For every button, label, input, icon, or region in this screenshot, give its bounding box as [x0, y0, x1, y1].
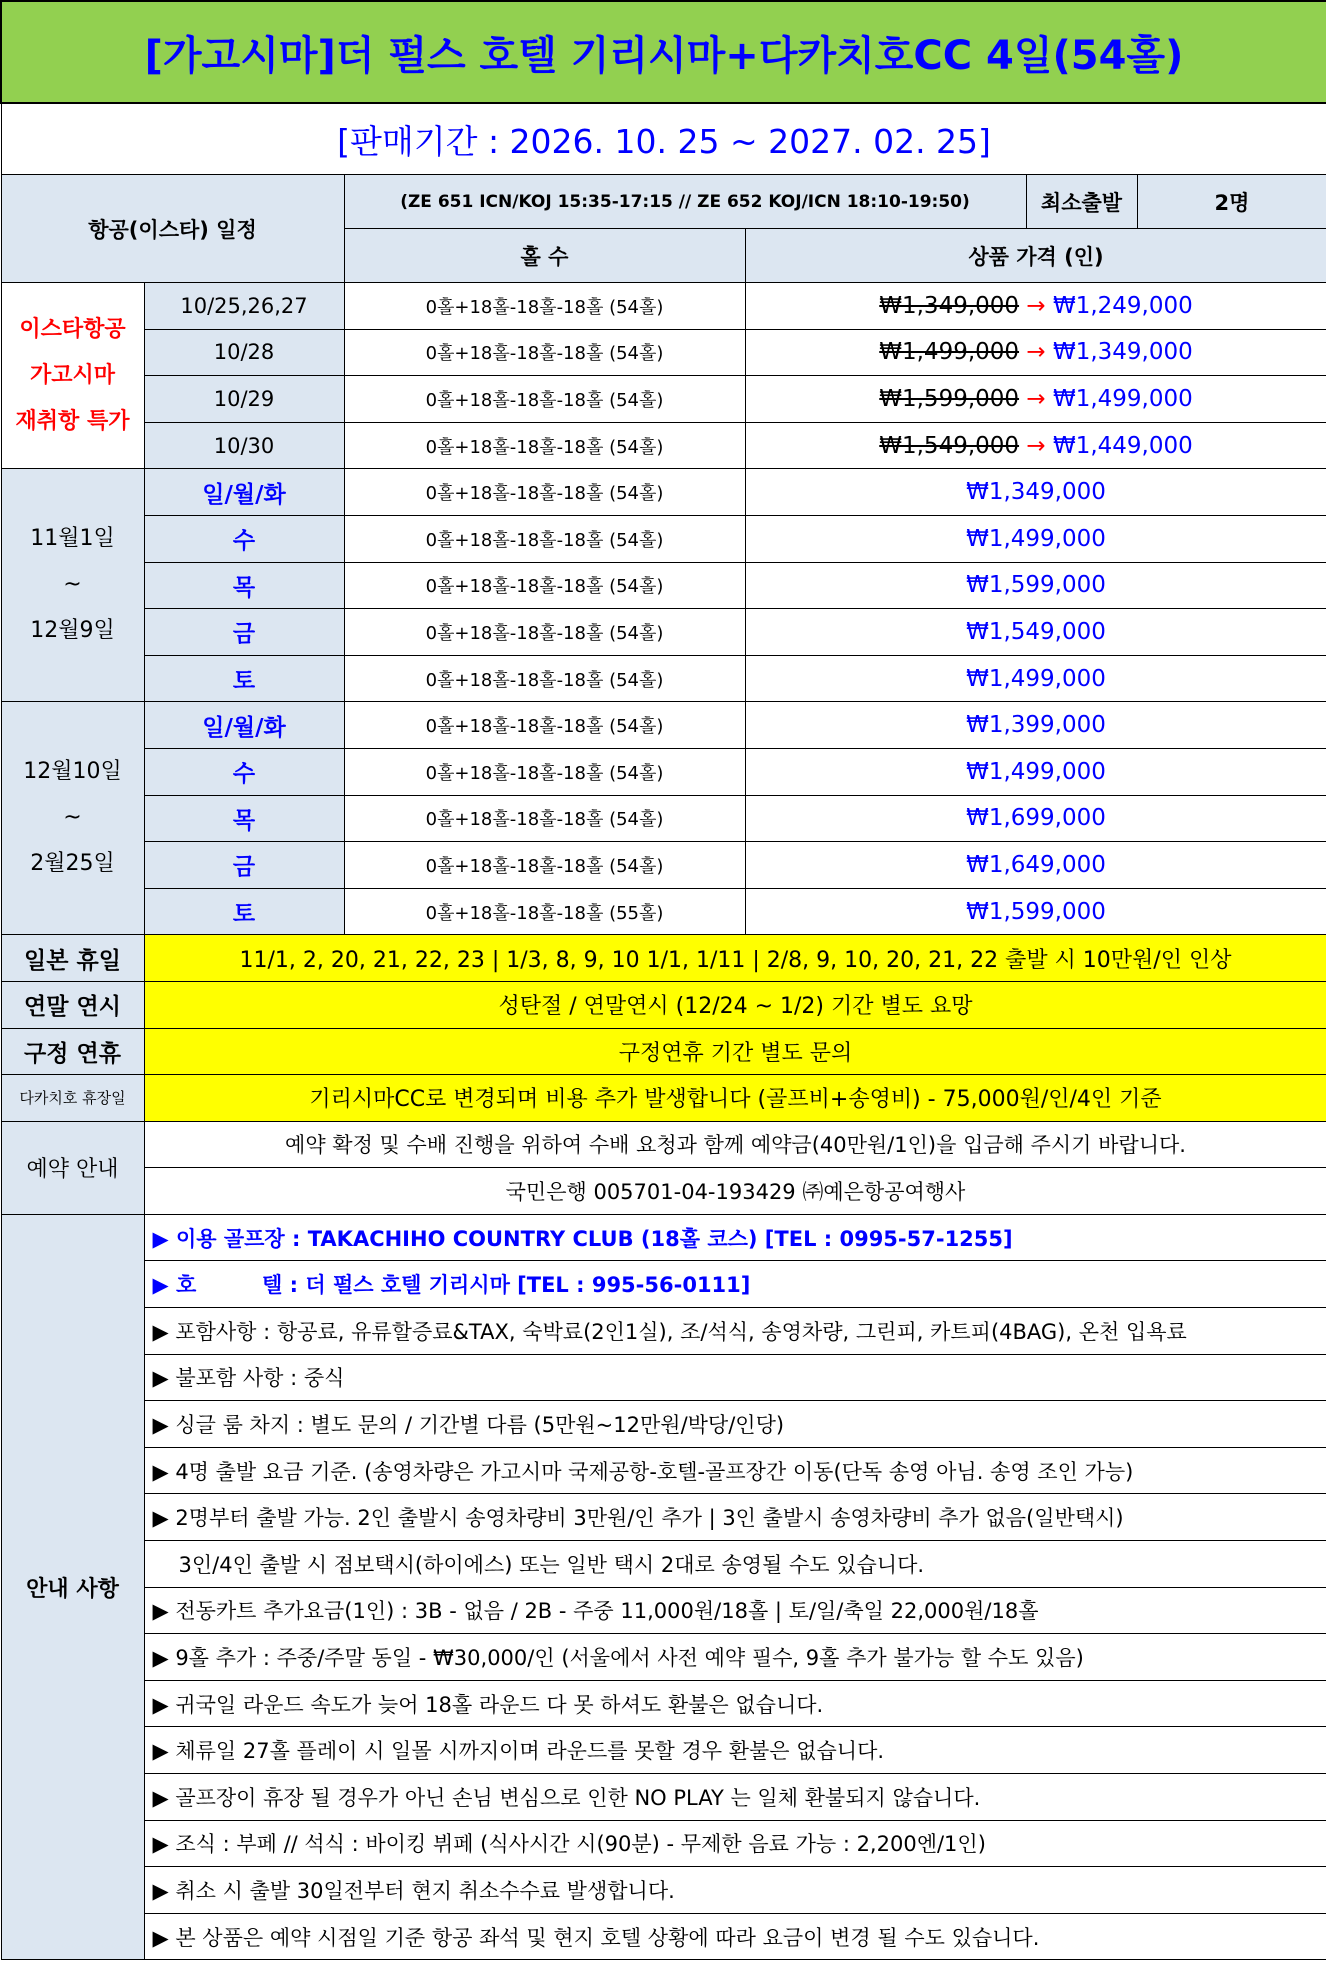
sales-period: [판매기간 : 2026. 10. 25 ~ 2027. 02. 25] [1, 103, 1326, 175]
table-row [1, 329, 1326, 376]
holes-cell: 0홀+18홀-18홀-18홀 (54홀) [344, 422, 745, 469]
note-item: ▶ 체류일 27홀 플레이 시 일몰 시까지이며 라운드를 못할 경우 환불은 없습니다. [144, 1727, 1326, 1774]
period-2-label: 12월10일 ~ 2월25일 [1, 702, 144, 935]
note-row [1, 1867, 1326, 1914]
period-1-label: 11월1일 ~ 12월9일 [1, 469, 144, 702]
note-row [1, 1354, 1326, 1401]
note-row [1, 1913, 1326, 1960]
holiday-text: 구정연휴 기간 별도 문의 [144, 1028, 1326, 1075]
table-row [1, 422, 1326, 469]
holiday-label: 일본 휴일 [1, 935, 144, 982]
price-cell: ₩1,349,000 [745, 469, 1326, 516]
note-item: ▶ 취소 시 출발 30일전부터 현지 취소수수료 발생합니다. [144, 1867, 1326, 1914]
price-cell: ₩1,499,000 [745, 655, 1326, 702]
table-row [1, 376, 1326, 423]
min-departure-label: 최소출발 [1026, 175, 1137, 229]
table-row [1, 748, 1326, 795]
note-item: ▶ 전동카트 추가요금(1인) : 3B - 없음 / 2B - 주중 11,000원/18홀 | 토/일/축일 22,000원/18홀 [144, 1587, 1326, 1634]
arrow-icon: → [1026, 292, 1046, 319]
old-price: ₩1,549,000 [879, 432, 1020, 459]
weekday-cell: 금 [144, 842, 344, 889]
new-price: ₩1,349,000 [1052, 339, 1193, 366]
weekday-cell: 토 [144, 888, 344, 935]
reservation-label: 예약 안내 [1, 1121, 144, 1214]
note-item: ▶ 9홀 추가 : 주중/주말 동일 - ₩30,000/인 (서울에서 사전 예약 필수, 9홀 추가 불가능 할 수도 있음) [144, 1634, 1326, 1681]
note-row [1, 1401, 1326, 1448]
table-row [1, 888, 1326, 935]
note-row [1, 1727, 1326, 1774]
weekday-cell: 일/월/화 [144, 469, 344, 516]
arrow-icon: → [1026, 339, 1046, 366]
note-item: ▶ 싱글 룸 차지 : 별도 문의 / 기간별 다름 (5만원~12만원/박당/인당) [144, 1401, 1326, 1448]
note-row [1, 1494, 1326, 1541]
price-header: 상품 가격 (인) [745, 229, 1326, 283]
price-cell [745, 376, 1326, 423]
note-item: ▶ 포함사항 : 항공료, 유류할증료&TAX, 숙박료(2인1실), 조/석식, 송영차량, 그린피, 카트피(4BAG), 온천 입욕료 [144, 1308, 1326, 1355]
price-cell: ₩1,699,000 [745, 795, 1326, 842]
weekday-cell: 목 [144, 795, 344, 842]
note-item: ▶ 4명 출발 요금 기준. (송영차량은 가고시마 국제공항-호텔-골프장간 이동(단독 송영 아님. 송영 조인 가능) [144, 1447, 1326, 1494]
holes-cell: 0홀+18홀-18홀-18홀 (54홀) [344, 562, 745, 609]
reservation-text: 예약 확정 및 수배 진행을 위하여 수배 요청과 함께 예약금(40만원/1인)을 입금해 주시기 바랍니다. [144, 1121, 1326, 1168]
holiday-label: 연말 연시 [1, 981, 144, 1028]
table-row [1, 515, 1326, 562]
price-cell: ₩1,399,000 [745, 702, 1326, 749]
table-row [1, 283, 1326, 330]
note-row [1, 1214, 1326, 1261]
weekday-cell: 목 [144, 562, 344, 609]
schedule-header: 항공(이스타) 일정 [1, 175, 344, 283]
departure-date: 10/29 [144, 376, 344, 423]
table-row [1, 655, 1326, 702]
note-row [1, 1447, 1326, 1494]
holiday-row [1, 981, 1326, 1028]
holiday-text: 성탄절 / 연말연시 (12/24 ~ 1/2) 기간 별도 요망 [144, 981, 1326, 1028]
holes-cell: 0홀+18홀-18홀-18홀 (54홀) [344, 329, 745, 376]
notes-label: 안내 사항 [1, 1214, 144, 1960]
page-title: [가고시마]더 펄스 호텔 기리시마+다카치호CC 4일(54홀) [1, 1, 1326, 103]
arrow-icon: → [1026, 385, 1046, 412]
note-row [1, 1261, 1326, 1308]
note-row [1, 1587, 1326, 1634]
holes-cell: 0홀+18홀-18홀-18홀 (54홀) [344, 376, 745, 423]
old-price: ₩1,599,000 [879, 385, 1020, 412]
holes-cell: 0홀+18홀-18홀-18홀 (54홀) [344, 469, 745, 516]
weekday-cell: 일/월/화 [144, 702, 344, 749]
reservation-row [1, 1168, 1326, 1215]
holes-cell: 0홀+18홀-18홀-18홀 (54홀) [344, 748, 745, 795]
note-item: ▶ 호 텔 : 더 펄스 호텔 기리시마 [TEL : 995-56-0111] [144, 1261, 1326, 1308]
holiday-row [1, 1075, 1326, 1122]
holes-cell: 0홀+18홀-18홀-18홀 (54홀) [344, 702, 745, 749]
table-row [1, 562, 1326, 609]
holes-cell: 0홀+18홀-18홀-18홀 (54홀) [344, 283, 745, 330]
note-row [1, 1308, 1326, 1355]
holes-cell: 0홀+18홀-18홀-18홀 (54홀) [344, 795, 745, 842]
weekday-cell: 토 [144, 655, 344, 702]
special-fare-label: 이스타항공 가고시마 재취항 특가 [1, 283, 144, 469]
holes-header: 홀 수 [344, 229, 745, 283]
new-price: ₩1,449,000 [1052, 432, 1193, 459]
price-cell: ₩1,599,000 [745, 888, 1326, 935]
table-row [1, 842, 1326, 889]
note-row [1, 1680, 1326, 1727]
flight-info: (ZE 651 ICN/KOJ 15:35-17:15 // ZE 652 KOJ/ICN 18:10-19:50) [344, 175, 1026, 229]
note-item: ▶ 불포함 사항 : 중식 [144, 1354, 1326, 1401]
note-item: ▶ 본 상품은 예약 시점일 기준 항공 좌석 및 현지 호텔 상황에 따라 요금이 변경 될 수도 있습니다. [144, 1913, 1326, 1960]
arrow-icon: → [1026, 432, 1046, 459]
price-cell [745, 329, 1326, 376]
departure-date: 10/28 [144, 329, 344, 376]
reservation-row [1, 1121, 1326, 1168]
holiday-label: 다카치호 휴장일 [1, 1075, 144, 1122]
holiday-label: 구정 연휴 [1, 1028, 144, 1075]
price-cell: ₩1,649,000 [745, 842, 1326, 889]
holiday-row [1, 1028, 1326, 1075]
holiday-text: 11/1, 2, 20, 21, 22, 23 | 1/3, 8, 9, 10 1/1, 1/11 | 2/8, 9, 10, 20, 21, 22 출발 시 10만원/인 인상 [144, 935, 1326, 982]
note-item: ▶ 조식 : 부페 // 석식 : 바이킹 뷔페 (식사시간 시(90분) - 무제한 음료 가능 : 2,200엔/1인) [144, 1820, 1326, 1867]
holiday-text: 기리시마CC로 변경되며 비용 추가 발생합니다 (골프비+송영비) - 75,000원/인/4인 기준 [144, 1075, 1326, 1122]
holes-cell: 0홀+18홀-18홀-18홀 (54홀) [344, 609, 745, 656]
note-row [1, 1634, 1326, 1681]
new-price: ₩1,499,000 [1052, 385, 1193, 412]
price-cell [745, 422, 1326, 469]
holes-cell: 0홀+18홀-18홀-18홀 (54홀) [344, 515, 745, 562]
note-row [1, 1541, 1326, 1588]
holiday-row [1, 935, 1326, 982]
holes-cell: 0홀+18홀-18홀-18홀 (55홀) [344, 888, 745, 935]
note-item: ▶ 이용 골프장 : TAKACHIHO COUNTRY CLUB (18홀 코스) [TEL : 0995-57-1255] [144, 1214, 1326, 1261]
weekday-cell: 금 [144, 609, 344, 656]
weekday-cell: 수 [144, 515, 344, 562]
new-price: ₩1,249,000 [1052, 292, 1193, 319]
bank-account: 국민은행 005701-04-193429 ㈜예은항공여행사 [144, 1168, 1326, 1215]
weekday-cell: 수 [144, 748, 344, 795]
note-item: 3인/4인 출발 시 점보택시(하이에스) 또는 일반 택시 2대로 송영될 수도 있습니다. [144, 1541, 1326, 1588]
holes-cell: 0홀+18홀-18홀-18홀 (54홀) [344, 655, 745, 702]
departure-date: 10/25,26,27 [144, 283, 344, 330]
note-row [1, 1820, 1326, 1867]
table-row [1, 702, 1326, 749]
price-cell [745, 283, 1326, 330]
note-row [1, 1774, 1326, 1821]
old-price: ₩1,349,000 [879, 292, 1020, 319]
note-item: ▶ 골프장이 휴장 될 경우가 아닌 손님 변심으로 인한 NO PLAY 는 일체 환불되지 않습니다. [144, 1774, 1326, 1821]
departure-date: 10/30 [144, 422, 344, 469]
table-row [1, 609, 1326, 656]
price-cell: ₩1,499,000 [745, 748, 1326, 795]
note-item: ▶ 2명부터 출발 가능. 2인 출발시 송영차량비 3만원/인 추가 | 3인 출발시 송영차량비 추가 없음(일반택시) [144, 1494, 1326, 1541]
old-price: ₩1,499,000 [879, 339, 1020, 366]
holes-cell: 0홀+18홀-18홀-18홀 (54홀) [344, 842, 745, 889]
price-cell: ₩1,599,000 [745, 562, 1326, 609]
price-cell: ₩1,549,000 [745, 609, 1326, 656]
table-row [1, 469, 1326, 516]
min-departure-value: 2명 [1137, 175, 1326, 229]
table-row [1, 795, 1326, 842]
price-cell: ₩1,499,000 [745, 515, 1326, 562]
note-item: ▶ 귀국일 라운드 속도가 늦어 18홀 라운드 다 못 하셔도 환불은 없습니다. [144, 1680, 1326, 1727]
